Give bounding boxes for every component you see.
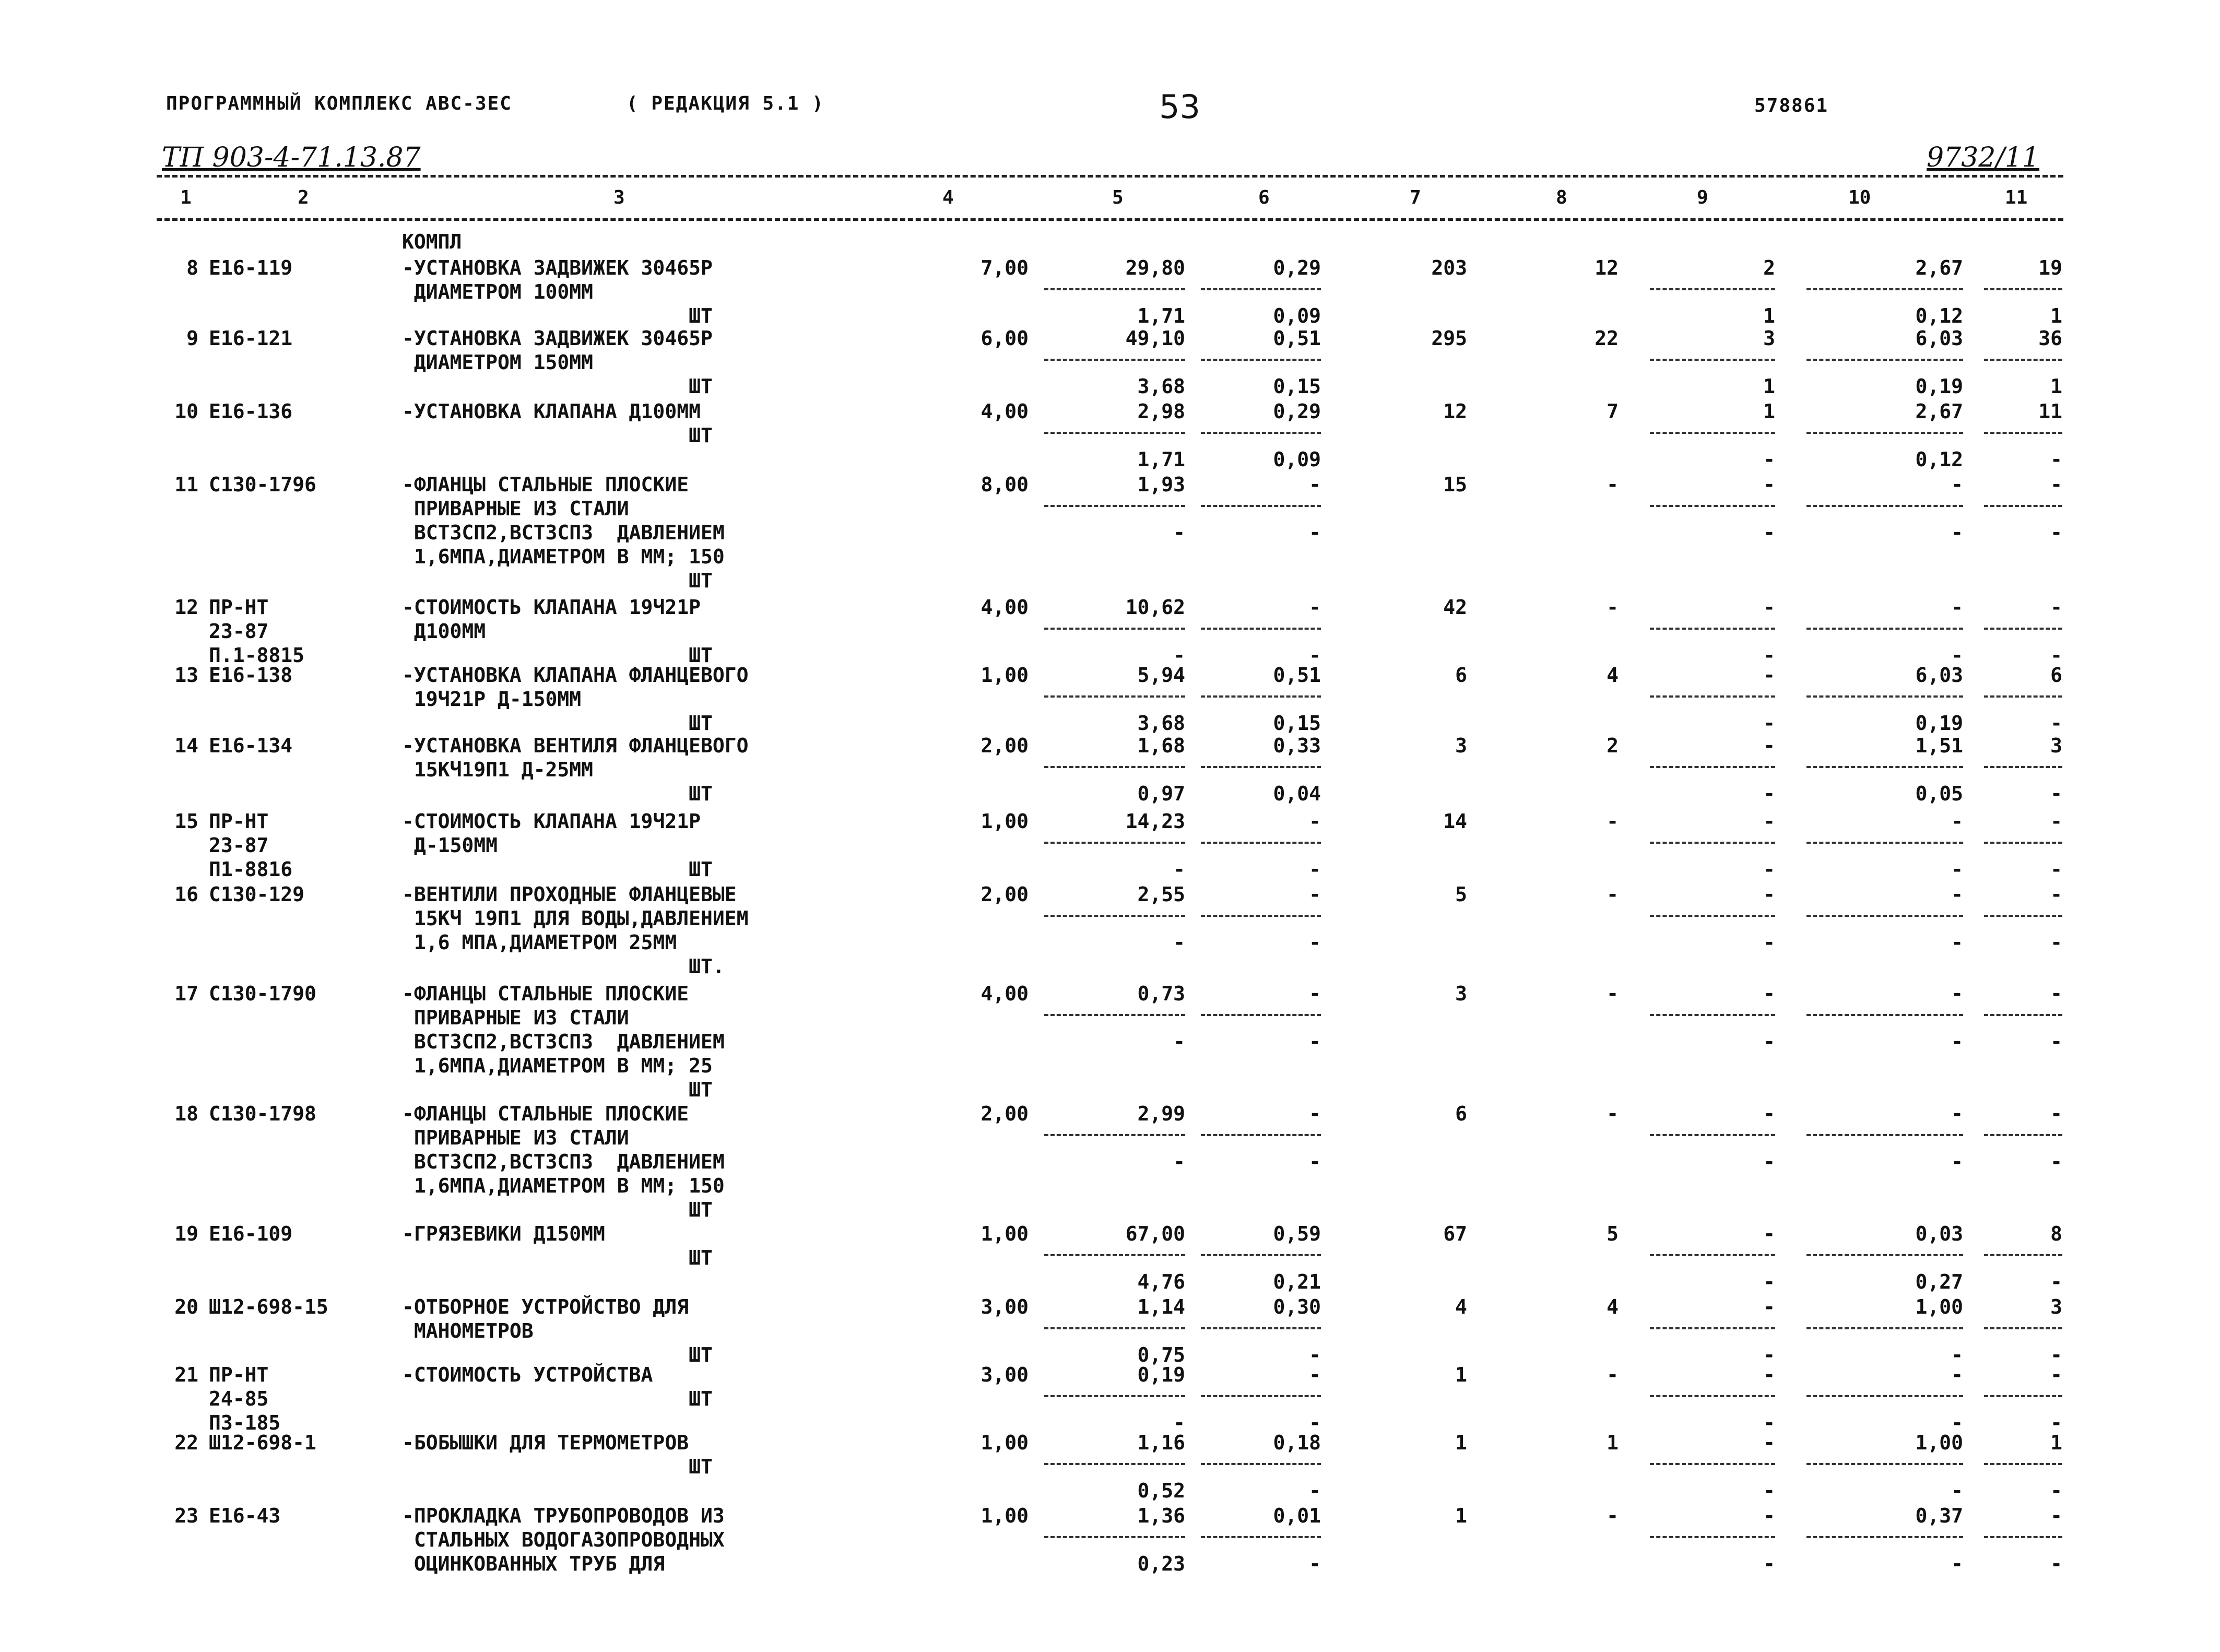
row-quantity: 2,00 — [981, 734, 1029, 757]
sub-rule — [1201, 1134, 1321, 1136]
row-number: 22 — [174, 1431, 198, 1454]
row-description: -СТОИМОСТЬ КЛАПАНА 19Ч21Р Д100ММ ШТ — [402, 596, 713, 667]
sub-rule — [1201, 842, 1321, 844]
row-code: Е16-134 — [209, 734, 293, 757]
sub-rule — [1806, 505, 1963, 507]
row-col6: 0,29 0,09 — [1273, 400, 1321, 471]
page-number: 53 — [1159, 88, 1200, 126]
row-code: Е16-121 — [209, 327, 293, 350]
row-col6: - - — [1309, 982, 1321, 1053]
colnum-6: 6 — [1258, 187, 1270, 208]
row-col9: - - — [1763, 1504, 1775, 1575]
row-col11: - - — [2050, 883, 2062, 954]
sub-rule — [1201, 288, 1321, 290]
row-code: ПР-НТ 24-85 П3-185 — [209, 1363, 281, 1434]
row-description: -СТОИМОСТЬ УСТРОЙСТВА ШТ — [402, 1363, 713, 1410]
row-quantity: 4,00 — [981, 596, 1029, 619]
row-col7: 4 — [1455, 1295, 1467, 1318]
row-code: Е16-109 — [209, 1222, 293, 1245]
row-description: КОМПЛ — [402, 230, 462, 253]
sub-rule — [1984, 915, 2062, 917]
row-col7: 6 — [1455, 664, 1467, 687]
row-col11: - - — [2050, 596, 2062, 667]
row-col5: 1,36 0,23 — [1137, 1504, 1185, 1575]
row-col11: - - — [2050, 982, 2062, 1053]
row-col8: 4 — [1607, 1295, 1619, 1318]
row-number: 8 — [186, 256, 198, 279]
row-col10: 6,03 0,19 — [1915, 327, 1963, 398]
row-col11: 6 - — [2050, 664, 2062, 735]
row-description: -ПРОКЛАДКА ТРУБОПРОВОДОВ ИЗ СТАЛЬНЫХ ВОДОГАЗОПРОВОДНЫХ ОЦИНКОВАННЫХ ТРУБ ДЛЯ — [402, 1504, 725, 1575]
sub-rule — [1806, 1014, 1963, 1016]
sub-rule — [1806, 695, 1963, 698]
row-col10: - - — [1951, 1363, 1963, 1434]
row-col5: 1,93 - — [1137, 473, 1185, 544]
row-number: 11 — [174, 473, 198, 496]
row-col11: - - — [2050, 1102, 2062, 1173]
row-col11: - - — [2050, 810, 2062, 881]
row-number: 18 — [174, 1102, 198, 1125]
row-col10: - - — [1951, 810, 1963, 881]
row-col9: - - — [1763, 1222, 1775, 1293]
sub-rule — [1044, 288, 1185, 290]
row-quantity: 2,00 — [981, 1102, 1029, 1125]
row-col7: 1 — [1455, 1363, 1467, 1386]
sub-rule — [1044, 1014, 1185, 1016]
row-description: -УСТАНОВКА КЛАПАНА Д100ММ ШТ — [402, 400, 713, 447]
row-col11: 1 - — [2050, 1431, 2062, 1502]
row-col10: 0,03 0,27 — [1915, 1222, 1963, 1293]
row-col5: 10,62 - — [1125, 596, 1185, 667]
row-quantity: 6,00 — [981, 327, 1029, 350]
sub-rule — [1984, 1254, 2062, 1256]
row-col9: - - — [1763, 1431, 1775, 1502]
sub-rule — [1806, 1254, 1963, 1256]
row-col7: 15 — [1443, 473, 1467, 496]
row-description: -УСТАНОВКА ЗАДВИЖЕК 30465Р ДИАМЕТРОМ 150ММ ШТ — [402, 327, 713, 398]
row-col5: 2,98 1,71 — [1137, 400, 1185, 471]
row-col9: - - — [1763, 982, 1775, 1053]
sub-rule — [1984, 1536, 2062, 1538]
row-col6: 0,59 0,21 — [1273, 1222, 1321, 1293]
sub-rule — [1044, 1134, 1185, 1136]
row-col9: - - — [1763, 734, 1775, 805]
sub-rule — [1201, 359, 1321, 361]
row-col8: 12 — [1595, 256, 1619, 279]
sub-rule — [1650, 1014, 1775, 1016]
row-number: 14 — [174, 734, 198, 757]
row-col7: 42 — [1443, 596, 1467, 619]
sub-rule — [1806, 359, 1963, 361]
sub-rule — [1044, 1254, 1185, 1256]
sub-rule — [1806, 288, 1963, 290]
row-col8: 22 — [1595, 327, 1619, 350]
row-col8: 5 — [1607, 1222, 1619, 1245]
row-col8: - — [1607, 810, 1619, 833]
row-col6: 0,51 0,15 — [1273, 327, 1321, 398]
row-col7: 67 — [1443, 1222, 1467, 1245]
sub-rule — [1201, 1254, 1321, 1256]
sub-rule — [1984, 1395, 2062, 1397]
row-col8: - — [1607, 1504, 1619, 1527]
sub-rule — [1044, 766, 1185, 768]
sub-rule — [1984, 432, 2062, 434]
row-col8: - — [1607, 473, 1619, 496]
colnum-5: 5 — [1112, 187, 1124, 208]
sub-rule — [1201, 766, 1321, 768]
sub-rule — [1650, 1395, 1775, 1397]
row-number: 13 — [174, 664, 198, 687]
row-col5: 0,73 - — [1137, 982, 1185, 1053]
sub-rule — [1650, 505, 1775, 507]
row-col9: 1 - — [1763, 400, 1775, 471]
row-code: Ш12-698-15 — [209, 1295, 328, 1318]
edition-label: ( РЕДАКЦИЯ 5.1 ) — [627, 93, 824, 114]
sub-rule — [1806, 1395, 1963, 1397]
row-col8: 4 — [1607, 664, 1619, 687]
sub-rule — [1984, 1134, 2062, 1136]
row-col7: 6 — [1455, 1102, 1467, 1125]
row-col6: 0,51 0,15 — [1273, 664, 1321, 735]
sub-rule — [1201, 1327, 1321, 1329]
sheet-designation: 9732/11 — [1927, 142, 2040, 173]
row-number: 15 — [174, 810, 198, 833]
sub-rule — [1984, 695, 2062, 698]
sub-rule — [1806, 1536, 1963, 1538]
row-col5: 2,99 - — [1137, 1102, 1185, 1173]
sub-rule — [1044, 695, 1185, 698]
row-quantity: 1,00 — [981, 1222, 1029, 1245]
row-col8: 2 — [1607, 734, 1619, 757]
sub-rule — [1650, 1536, 1775, 1538]
row-number: 23 — [174, 1504, 198, 1527]
sub-rule — [1984, 766, 2062, 768]
row-description: -УСТАНОВКА ВЕНТИЛЯ ФЛАНЦЕВОГО 15КЧ19П1 Д-25ММ ШТ — [402, 734, 749, 805]
sub-rule — [1201, 628, 1321, 630]
row-col9: - - — [1763, 664, 1775, 735]
row-description: -ФЛАНЦЫ СТАЛЬНЫЕ ПЛОСКИЕ ПРИВАРНЫЕ ИЗ СТАЛИ ВСТ3СП2,ВСТ3СП3 ДАВЛЕНИЕМ 1,6МПА,ДИАМЕТРОМ В ММ; 150 ШТ — [402, 1102, 725, 1221]
sub-rule — [1044, 915, 1185, 917]
sub-rule — [1044, 359, 1185, 361]
row-col6: 0,29 0,09 — [1273, 256, 1321, 327]
row-col8: - — [1607, 1363, 1619, 1386]
colnum-1: 1 — [180, 187, 192, 208]
row-col10: 2,67 0,12 — [1915, 256, 1963, 327]
row-col10: - - — [1951, 1102, 1963, 1173]
row-quantity: 3,00 — [981, 1295, 1029, 1318]
row-col10: 2,67 0,12 — [1915, 400, 1963, 471]
sub-rule — [1650, 628, 1775, 630]
row-col6: 0,01 - — [1273, 1504, 1321, 1575]
colnum-7: 7 — [1410, 187, 1421, 208]
row-col8: - — [1607, 982, 1619, 1005]
sub-rule — [1201, 505, 1321, 507]
sub-rule — [1806, 1327, 1963, 1329]
row-col11: - - — [2050, 1504, 2062, 1575]
row-number: 19 — [174, 1222, 198, 1245]
row-number: 9 — [186, 327, 198, 350]
row-col11: 3 - — [2050, 734, 2062, 805]
sub-rule — [1650, 695, 1775, 698]
row-code: Е16-136 — [209, 400, 293, 423]
sub-rule — [1650, 1463, 1775, 1465]
row-number: 10 — [174, 400, 198, 423]
row-col10: - - — [1951, 596, 1963, 667]
row-col8: - — [1607, 1102, 1619, 1125]
sub-rule — [1650, 1254, 1775, 1256]
row-number: 17 — [174, 982, 198, 1005]
row-quantity: 1,00 — [981, 664, 1029, 687]
row-col5: 0,19 - — [1137, 1363, 1185, 1434]
row-col7: 12 — [1443, 400, 1467, 423]
row-col10: 0,37 - — [1915, 1504, 1963, 1575]
row-col5: 1,14 0,75 — [1137, 1295, 1185, 1366]
row-code: Е16-138 — [209, 664, 293, 687]
row-col5: 49,10 3,68 — [1125, 327, 1185, 398]
row-col7: 1 — [1455, 1504, 1467, 1527]
sub-rule — [1201, 1536, 1321, 1538]
sub-rule — [1044, 432, 1185, 434]
sub-rule — [1650, 359, 1775, 361]
row-description: -УСТАНОВКА КЛАПАНА ФЛАНЦЕВОГО 19Ч21Р Д-150ММ ШТ — [402, 664, 749, 735]
sub-rule — [1984, 359, 2062, 361]
row-col10: - - — [1951, 473, 1963, 544]
row-quantity: 1,00 — [981, 1504, 1029, 1527]
row-code: С130-129 — [209, 883, 305, 906]
row-col6: - - — [1309, 1363, 1321, 1434]
row-col5: 67,00 4,76 — [1125, 1222, 1185, 1293]
row-col9: - - — [1763, 1295, 1775, 1366]
row-col11: 8 - — [2050, 1222, 2062, 1293]
row-quantity: 1,00 — [981, 1431, 1029, 1454]
row-col9: - - — [1763, 810, 1775, 881]
sub-rule — [1984, 1327, 2062, 1329]
row-description: -ВЕНТИЛИ ПРОХОДНЫЕ ФЛАНЦЕВЫЕ 15КЧ 19П1 ДЛЯ ВОДЫ,ДАВЛЕНИЕМ 1,6 МПА,ДИАМЕТРОМ 25ММ ШТ. — [402, 883, 749, 978]
row-col10: 1,51 0,05 — [1915, 734, 1963, 805]
sub-rule — [1044, 1536, 1185, 1538]
row-col10: - - — [1951, 982, 1963, 1053]
row-col7: 3 — [1455, 982, 1467, 1005]
row-col9: 3 1 — [1763, 327, 1775, 398]
sub-rule — [1984, 628, 2062, 630]
row-col5: 29,80 1,71 — [1125, 256, 1185, 327]
row-col7: 295 — [1431, 327, 1467, 350]
row-quantity: 7,00 — [981, 256, 1029, 279]
top-rule — [157, 175, 2063, 178]
sub-rule — [1650, 288, 1775, 290]
row-col5: 5,94 3,68 — [1137, 664, 1185, 735]
sub-rule — [1650, 1134, 1775, 1136]
row-col7: 1 — [1455, 1431, 1467, 1454]
row-col11: - - — [2050, 473, 2062, 544]
project-designation: ТП 903-4-71.13.87 — [162, 142, 421, 173]
row-description: -ФЛАНЦЫ СТАЛЬНЫЕ ПЛОСКИЕ ПРИВАРНЫЕ ИЗ СТАЛИ ВСТ3СП2,ВСТ3СП3 ДАВЛЕНИЕМ 1,6МПА,ДИАМЕТРОМ В ММ; 25 ШТ — [402, 982, 725, 1101]
row-col9: - - — [1763, 1363, 1775, 1434]
row-col8: - — [1607, 596, 1619, 619]
sub-rule — [1650, 432, 1775, 434]
row-description: -БОБЫШКИ ДЛЯ ТЕРМОМЕТРОВ ШТ — [402, 1431, 713, 1478]
row-col6: - - — [1309, 596, 1321, 667]
sub-rule — [1044, 1327, 1185, 1329]
row-col7: 5 — [1455, 883, 1467, 906]
row-description: -ФЛАНЦЫ СТАЛЬНЫЕ ПЛОСКИЕ ПРИВАРНЫЕ ИЗ СТАЛИ ВСТ3СП2,ВСТ3СП3 ДАВЛЕНИЕМ 1,6МПА,ДИАМЕТРОМ В ММ; 150 ШТ — [402, 473, 725, 592]
row-col6: - - — [1309, 810, 1321, 881]
row-col5: 2,55 - — [1137, 883, 1185, 954]
row-description: -ОТБОРНОЕ УСТРОЙСТВО ДЛЯ МАНОМЕТРОВ ШТ — [402, 1295, 713, 1366]
row-code: ПР-НТ 23-87 П.1-8815 — [209, 596, 305, 667]
row-quantity: 8,00 — [981, 473, 1029, 496]
sub-rule — [1650, 842, 1775, 844]
row-col10: 1,00 - — [1915, 1295, 1963, 1366]
sub-rule — [1201, 915, 1321, 917]
row-col5: 14,23 - — [1125, 810, 1185, 881]
row-col8: 1 — [1607, 1431, 1619, 1454]
colnum-3: 3 — [613, 187, 625, 208]
row-code: С130-1798 — [209, 1102, 316, 1125]
row-description: -ГРЯЗЕВИКИ Д150ММ ШТ — [402, 1222, 713, 1269]
row-col5: 1,68 0,97 — [1137, 734, 1185, 805]
row-col11: 11 - — [2038, 400, 2062, 471]
row-col7: 14 — [1443, 810, 1467, 833]
row-col8: - — [1607, 883, 1619, 906]
sub-rule — [1806, 842, 1963, 844]
sub-rule — [1201, 695, 1321, 698]
sub-rule — [1984, 505, 2062, 507]
program-title: ПРОГРАММНЫЙ КОМПЛЕКС АВС-3ЕС — [166, 93, 512, 114]
row-description: -СТОИМОСТЬ КЛАПАНА 19Ч21Р Д-150ММ ШТ — [402, 810, 713, 881]
header-rule — [157, 218, 2063, 221]
sub-rule — [1201, 1014, 1321, 1016]
sub-rule — [1044, 842, 1185, 844]
row-quantity: 2,00 — [981, 883, 1029, 906]
row-description: -УСТАНОВКА ЗАДВИЖЕК 30465Р ДИАМЕТРОМ 100ММ ШТ — [402, 256, 713, 327]
sub-rule — [1201, 432, 1321, 434]
row-col9: - - — [1763, 1102, 1775, 1173]
row-quantity: 3,00 — [981, 1363, 1029, 1386]
sub-rule — [1806, 1134, 1963, 1136]
colnum-10: 10 — [1848, 187, 1871, 208]
sub-rule — [1201, 1463, 1321, 1465]
row-col10: 1,00 - — [1915, 1431, 1963, 1502]
row-col10: 6,03 0,19 — [1915, 664, 1963, 735]
row-col10: - - — [1951, 883, 1963, 954]
row-code: ПР-НТ 23-87 П1-8816 — [209, 810, 293, 881]
sub-rule — [1044, 1395, 1185, 1397]
row-col6: 0,33 0,04 — [1273, 734, 1321, 805]
row-code: Ш12-698-1 — [209, 1431, 316, 1454]
row-col5: 1,16 0,52 — [1137, 1431, 1185, 1502]
row-col6: 0,18 - — [1273, 1431, 1321, 1502]
sub-rule — [1984, 842, 2062, 844]
row-number: 20 — [174, 1295, 198, 1318]
sub-rule — [1044, 628, 1185, 630]
row-number: 12 — [174, 596, 198, 619]
colnum-2: 2 — [298, 187, 309, 208]
sub-rule — [1650, 915, 1775, 917]
colnum-4: 4 — [942, 187, 954, 208]
row-col6: - - — [1309, 883, 1321, 954]
row-quantity: 4,00 — [981, 982, 1029, 1005]
colnum-9: 9 — [1697, 187, 1708, 208]
document-code: 578861 — [1754, 95, 1829, 116]
sub-rule — [1044, 1463, 1185, 1465]
colnum-11: 11 — [2005, 187, 2028, 208]
row-col9: 2 1 — [1763, 256, 1775, 327]
row-code: С130-1790 — [209, 982, 316, 1005]
row-col8: 7 — [1607, 400, 1619, 423]
sub-rule — [1806, 766, 1963, 768]
row-quantity: 1,00 — [981, 810, 1029, 833]
row-col11: - - — [2050, 1363, 2062, 1434]
row-number: 16 — [174, 883, 198, 906]
row-code: Е16-43 — [209, 1504, 281, 1527]
sub-rule — [1806, 915, 1963, 917]
row-col6: - - — [1309, 1102, 1321, 1173]
row-col11: 36 1 — [2038, 327, 2062, 398]
row-col7: 203 — [1431, 256, 1467, 279]
row-col11: 3 - — [2050, 1295, 2062, 1366]
colnum-8: 8 — [1556, 187, 1567, 208]
row-code: С130-1796 — [209, 473, 316, 496]
sub-rule — [1650, 766, 1775, 768]
row-col7: 3 — [1455, 734, 1467, 757]
sub-rule — [1984, 1463, 2062, 1465]
row-col9: - - — [1763, 473, 1775, 544]
sub-rule — [1650, 1327, 1775, 1329]
sub-rule — [1984, 1014, 2062, 1016]
row-col9: - - — [1763, 883, 1775, 954]
sub-rule — [1806, 432, 1963, 434]
row-col6: 0,30 - — [1273, 1295, 1321, 1366]
sub-rule — [1044, 505, 1185, 507]
row-col11: 19 1 — [2038, 256, 2062, 327]
row-col9: - - — [1763, 596, 1775, 667]
sub-rule — [1984, 288, 2062, 290]
row-number: 21 — [174, 1363, 198, 1386]
row-col6: - - — [1309, 473, 1321, 544]
sub-rule — [1806, 1463, 1963, 1465]
row-quantity: 4,00 — [981, 400, 1029, 423]
row-code: Е16-119 — [209, 256, 293, 279]
sub-rule — [1201, 1395, 1321, 1397]
sub-rule — [1806, 628, 1963, 630]
